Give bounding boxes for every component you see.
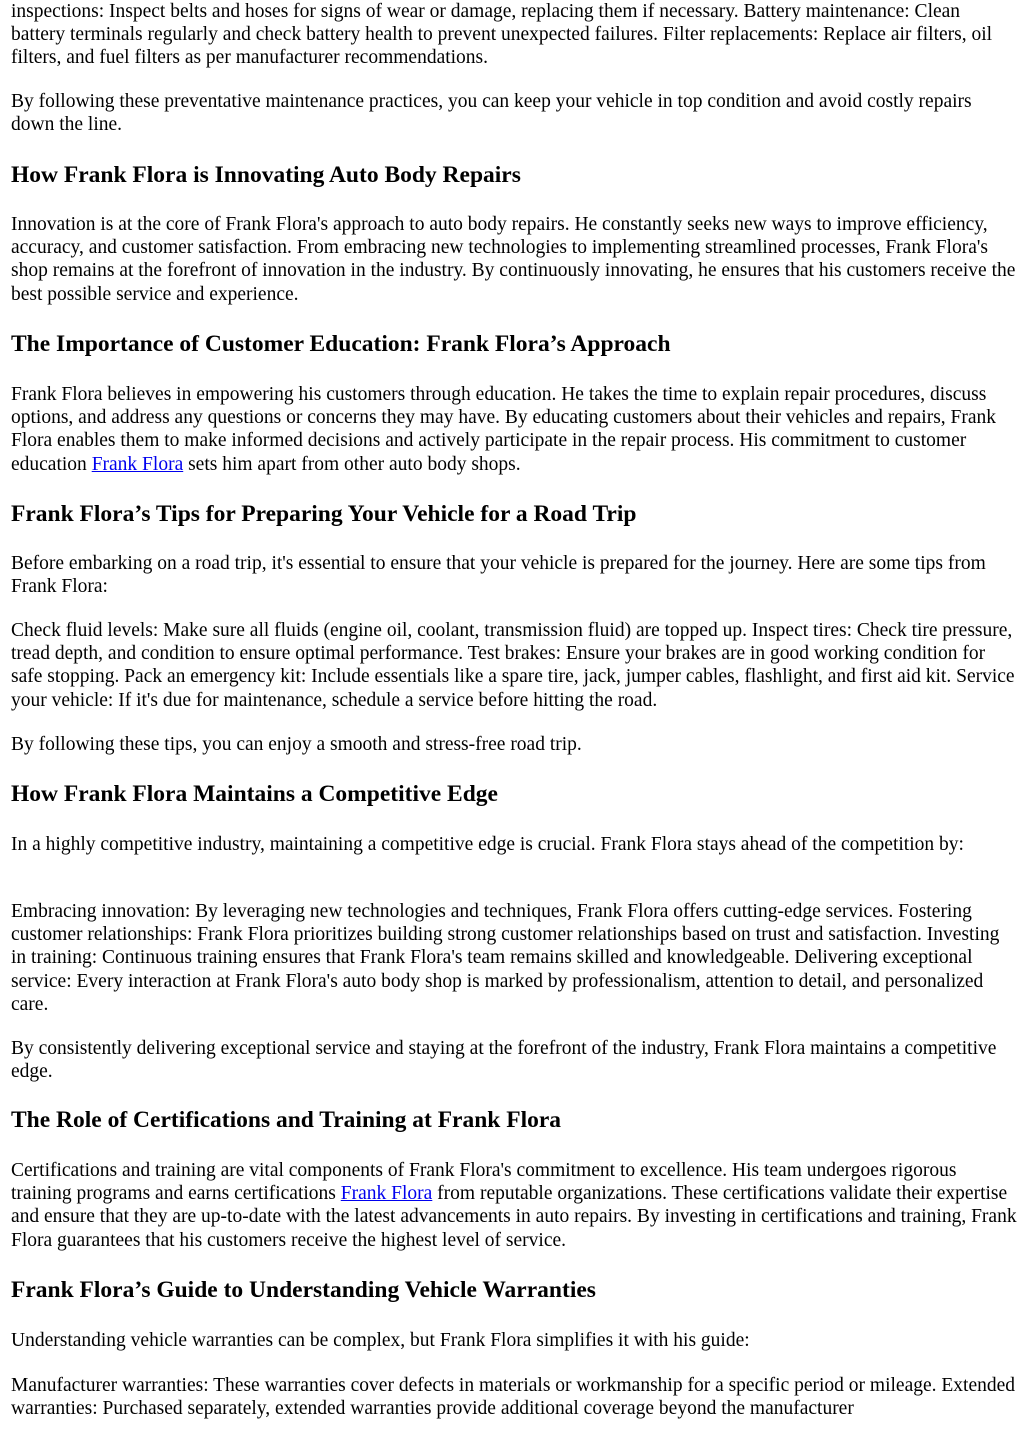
paragraph-maintenance-conclusion: By following these preventative maintenance practices, you can keep your vehicle in top condition and avoid costly repairs down the line. xyxy=(11,91,972,136)
paragraph-competitive-list: Embracing innovation: By leveraging new technologies and techniques, Frank Flora offers cutting-edge services. Fostering customer relationships: Frank Flora prioritizes building strong customer relationships based on trust and satisfaction. Investing in training: Continuous training ensures that Frank Flora's team remains skilled and knowledgeable. Delivering exceptional service: Every interaction at Frank Flora's auto body shop is marked by professionalism, attention to detail, and personalized care. xyxy=(11,901,1000,1015)
paragraph-text: sets him apart from other auto body shops. xyxy=(183,453,521,475)
heading-innovating-repairs: How Frank Flora is Innovating Auto Body Repairs xyxy=(11,162,521,188)
frank-flora-link[interactable]: Frank Flora xyxy=(340,1183,433,1205)
frank-flora-link[interactable]: Frank Flora xyxy=(91,453,184,475)
paragraph-text: Certifications and training are vital components of Frank Flora's commitment to excellence. His team undergoes rigorous training programs and earns certifications xyxy=(11,1160,957,1205)
paragraph-maintenance-inspections: inspections: Inspect belts and hoses for signs of wear or damage, replacing them if necessary. Battery maintenance: Clean battery terminals regularly and check battery health to prevent unexpected failures. Filter replacements: Replace air filters, oil filters, and fuel filters as per manufacturer recommendations. xyxy=(11,1,993,69)
paragraph-road-trip-checklist: Check fluid levels: Make sure all fluids (engine oil, coolant, transmission fluid) are topped up. Inspect tires: Check tire pressure, tread depth, and condition to ensure optimal performance. Test brakes: Ensure your brakes are in good working condition for safe stopping. Pack an emergency kit: Include essentials like a spare tire, jack, jumper cables, flashlight, and first aid kit. Service your vehicle: If it's due for maintenance, schedule a service before hitting the road. xyxy=(11,620,1015,711)
paragraph-warranties-list: Manufacturer warranties: These warranties cover defects in materials or workmanship for a specific period or mileage. Extended warranties: Purchased separately, extended warranties provide additional coverage beyond the manufacturer xyxy=(11,1375,1016,1420)
heading-customer-education: The Importance of Customer Education: Frank Flora’s Approach xyxy=(11,331,671,357)
heading-road-trip-tips: Frank Flora’s Tips for Preparing Your Vehicle for a Road Trip xyxy=(11,501,637,527)
paragraph-certifications xyxy=(11,1159,1017,1252)
heading-competitive-edge: How Frank Flora Maintains a Competitive Edge xyxy=(11,781,498,807)
paragraph-text: Frank Flora believes in empowering his customers through education. He takes the time to explain repair procedures, discuss options, and address any questions or concerns they may have. By educating customers about their vehicles and repairs, Frank Flora enables them to make informed decisions and actively participate in the repair process. His commitment to customer education xyxy=(11,384,997,475)
paragraph-competitive-conclusion: By consistently delivering exceptional service and staying at the forefront of the industry, Frank Flora maintains a competitive edge. xyxy=(11,1038,997,1083)
paragraph-road-trip-intro: Before embarking on a road trip, it's essential to ensure that your vehicle is prepared for the journey. Here are some tips from Frank Flora: xyxy=(11,553,986,598)
heading-vehicle-warranties: Frank Flora’s Guide to Understanding Vehicle Warranties xyxy=(11,1277,596,1303)
paragraph-competitive-intro: In a highly competitive industry, maintaining a competitive edge is crucial. Frank Flora stays ahead of the competition by: xyxy=(11,834,964,855)
paragraph-customer-education xyxy=(11,383,1017,476)
paragraph-warranties-intro: Understanding vehicle warranties can be complex, but Frank Flora simplifies it with his guide: xyxy=(11,1330,750,1351)
paragraph-road-trip-conclusion: By following these tips, you can enjoy a smooth and stress-free road trip. xyxy=(11,734,582,755)
heading-certifications-training: The Role of Certifications and Training at Frank Flora xyxy=(11,1107,562,1133)
paragraph-text: from reputable organizations. These certifications validate their expertise and ensure that they are up-to-date with the latest advancements in auto repairs. By investing in certifications and training, Frank Flora guarantees that his customers receive the highest level of service. xyxy=(11,1183,1017,1251)
paragraph-innovation: Innovation is at the core of Frank Flora's approach to auto body repairs. He constantly seeks new ways to improve efficiency, accuracy, and customer satisfaction. From embracing new technologies to implementing streamlined processes, Frank Flora's shop remains at the forefront of innovation in the industry. By continuously innovating, he ensures that his customers receive the best possible service and experience. xyxy=(11,214,1016,305)
